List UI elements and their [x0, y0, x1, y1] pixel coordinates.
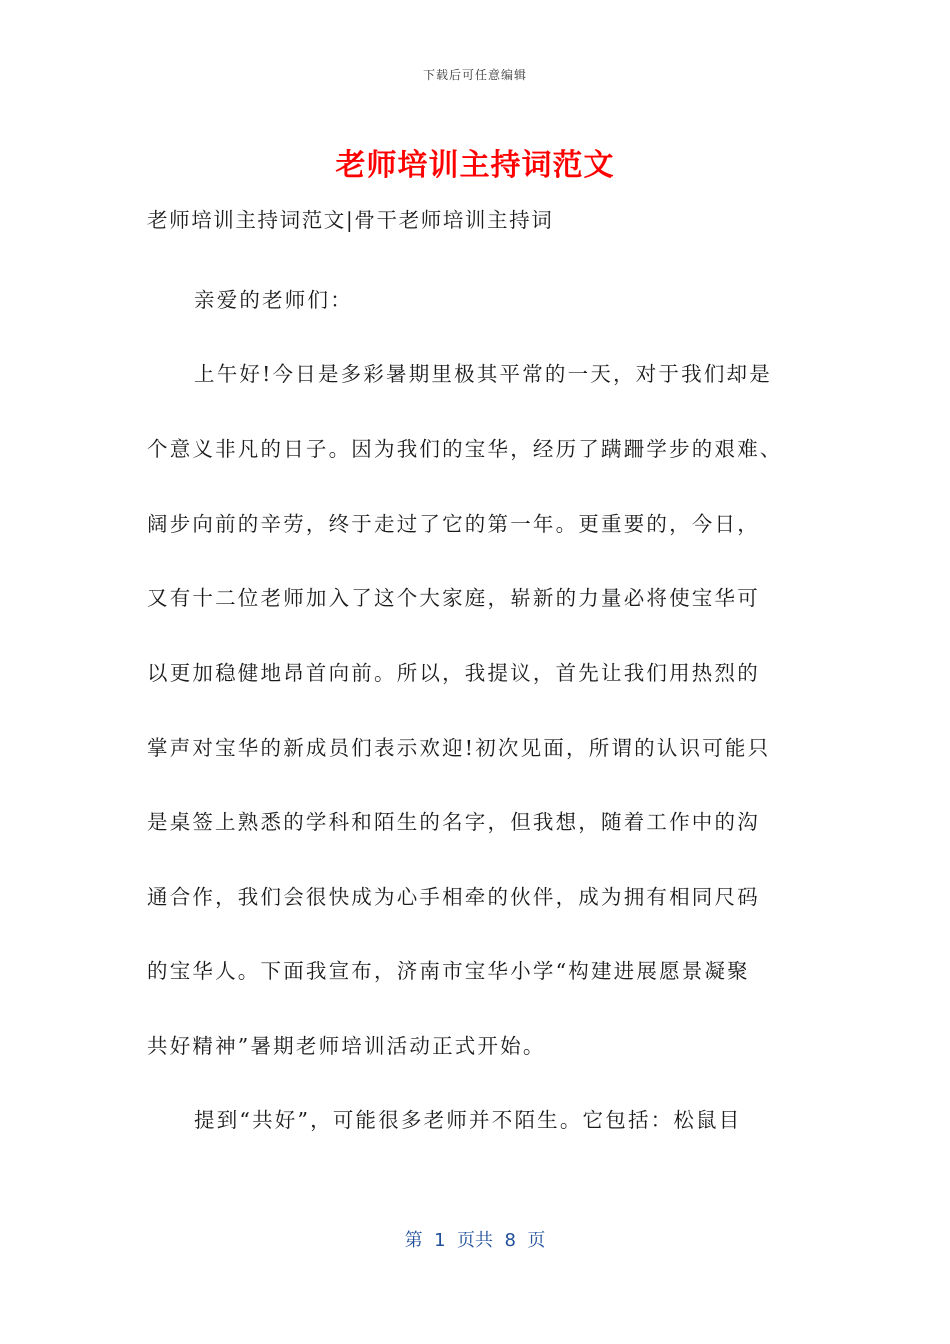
- paragraph-line: 以更加稳健地昂首向前。所以，我提议，首先让我们用热烈的: [147, 661, 760, 685]
- paragraph-line: 掌声对宝华的新成员们表示欢迎!初次见面，所谓的认识可能只: [147, 736, 771, 760]
- paragraph-line: 的宝华人。下面我宣布，济南市宝华小学“构建进展愿景凝聚: [147, 959, 750, 983]
- paragraph-line: 是桌签上熟悉的学科和陌生的名字，但我想，随着工作中的沟: [147, 810, 760, 834]
- paragraph-line: 提到“共好”，可能很多老师并不陌生。它包括：松鼠目: [194, 1108, 742, 1132]
- paragraph-line: 共好精神”暑期老师培训活动正式开始。: [147, 1034, 546, 1058]
- paragraph-line: 又有十二位老师加入了这个大家庭，崭新的力量必将使宝华可: [147, 586, 760, 610]
- document-subtitle: 老师培训主持词范文|骨干老师培训主持词: [147, 208, 554, 232]
- paragraph-line: 上午好!今日是多彩暑期里极其平常的一天，对于我们却是: [194, 362, 772, 386]
- paragraph-line: 个意义非凡的日子。因为我们的宝华，经历了蹒跚学步的艰难、: [147, 437, 783, 461]
- document-title: 老师培训主持词范文: [335, 148, 615, 183]
- paragraph-line: 阔步向前的辛劳，终于走过了它的第一年。更重要的，今日，: [147, 512, 760, 536]
- paragraph-greeting: 亲爱的老师们：: [194, 288, 353, 312]
- page-number-footer: 第 1 页共 8 页: [404, 1230, 546, 1251]
- header-note: 下载后可任意编辑: [422, 68, 527, 82]
- paragraph-line: 通合作，我们会很快成为心手相牵的伙伴，成为拥有相同尺码: [147, 885, 760, 909]
